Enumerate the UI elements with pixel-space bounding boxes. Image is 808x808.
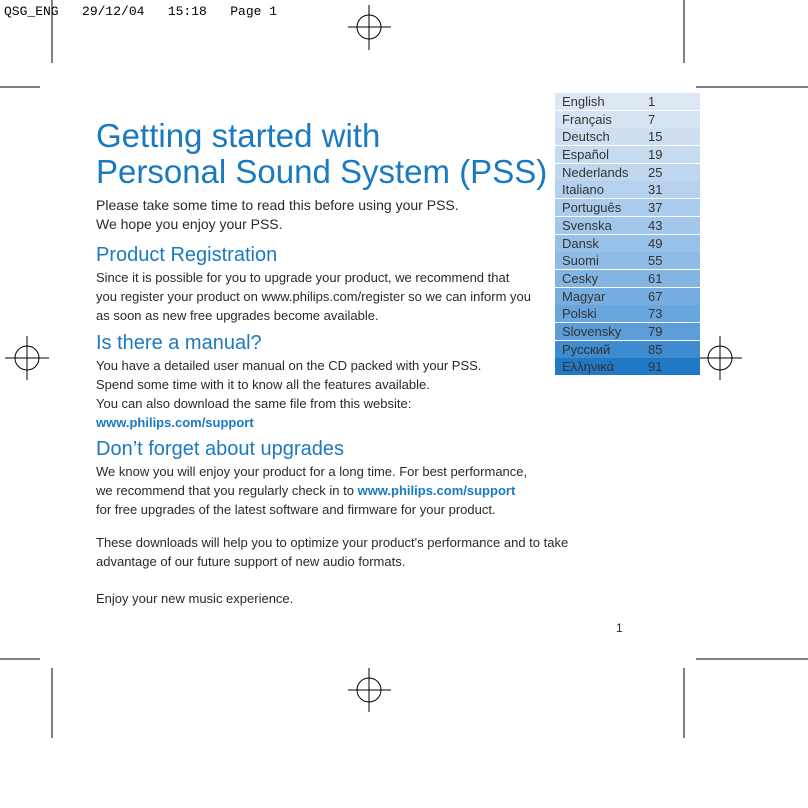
language-name: Deutsch [562,129,610,145]
intro-line: We hope you enjoy your PSS. [96,216,283,232]
language-page: 43 [648,217,663,233]
language-name: Ελληνικά [562,359,615,375]
language-name: Nederlands [562,164,629,180]
language-page: 37 [648,200,663,216]
language-row[interactable] [555,270,700,287]
upgrades-line: We know you will enjoy your product for a long time. For best performance, [96,464,528,479]
language-name: Cesky [562,270,599,286]
page-title [96,118,547,190]
language-row[interactable] [555,128,700,145]
title-line-1: Getting started with [96,117,381,154]
registration-section [96,244,531,325]
registration-heading: Product Registration [96,244,278,266]
print-slug: QSG_ENG 29/12/04 15:18 Page 1 [4,4,278,19]
language-name: Magyar [562,288,606,304]
language-row[interactable] [555,111,700,128]
upgrades-section [96,438,527,519]
downloads-line: advantage of our future support of new audio formats. [96,554,406,569]
language-name: Dansk [562,235,599,251]
language-name: Português [562,200,622,216]
upgrades-line [96,481,527,500]
language-name: Русский [562,341,611,357]
language-page: 19 [648,147,663,163]
language-row[interactable] [555,93,700,110]
support-link-inline[interactable]: www.philips.com/support [357,483,516,498]
language-page: 1 [648,94,656,109]
language-page: 85 [648,341,663,357]
page-number: 1 [616,621,623,635]
language-page: 7 [648,111,656,127]
language-name: English [562,94,605,109]
language-row[interactable] [555,199,700,216]
language-row[interactable] [555,252,700,269]
language-name: Suomi [562,253,599,269]
manual-section [96,332,481,432]
closing-line [96,589,293,608]
language-name: Italiano [562,182,604,198]
downloads-line: These downloads will help you to optimize your product's performance and to take [96,535,569,550]
language-row[interactable] [555,181,700,198]
language-page: 91 [648,359,663,375]
language-page: 15 [648,129,663,145]
upgrades-heading: Don’t forget about upgrades [96,438,344,460]
language-name: Français [562,111,612,127]
language-row[interactable] [555,164,700,181]
language-row[interactable] [555,288,700,305]
language-row[interactable] [555,146,700,163]
language-page: 49 [648,235,663,251]
language-row[interactable] [555,305,700,322]
manual-heading: Is there a manual? [96,332,262,354]
language-row[interactable] [555,323,700,340]
support-link[interactable]: www.philips.com/support [96,415,254,430]
manual-line: Spend some time with it to know all the features available. [96,377,430,392]
language-name: Polski [562,306,597,322]
language-row[interactable] [555,358,700,375]
language-name: Español [562,147,609,163]
downloads-paragraph [96,533,568,571]
language-page: 25 [648,164,663,180]
language-index [555,93,700,376]
registration-line: you register your product on www.philips.com/register so we can inform you [96,289,531,304]
language-page: 67 [648,288,663,304]
manual-line: You have a detailed user manual on the CD packed with your PSS. [96,358,482,373]
language-name: Slovensky [562,323,622,339]
language-page: 79 [648,323,663,339]
intro-section [96,196,459,234]
language-row[interactable] [555,235,700,252]
language-page: 73 [648,306,663,322]
language-page: 31 [648,182,663,198]
intro-line: Please take some time to read this before using your PSS. [96,197,459,213]
language-row[interactable] [555,341,700,358]
closing-text: Enjoy your new music experience. [96,591,294,606]
manual-line: You can also download the same file from this website: [96,396,412,411]
registration-line: as soon as new free upgrades become available. [96,308,379,323]
upgrades-line-text: we recommend that you regularly check in to [96,483,358,498]
language-row[interactable] [555,217,700,234]
registration-line: Since it is possible for you to upgrade your product, we recommend that [96,270,510,285]
language-page: 55 [648,253,663,269]
language-page: 61 [648,270,663,286]
title-line-2: Personal Sound System (PSS) [96,153,548,190]
language-name: Svenska [562,217,612,233]
upgrades-line: for free upgrades of the latest software and firmware for your product. [96,502,496,517]
